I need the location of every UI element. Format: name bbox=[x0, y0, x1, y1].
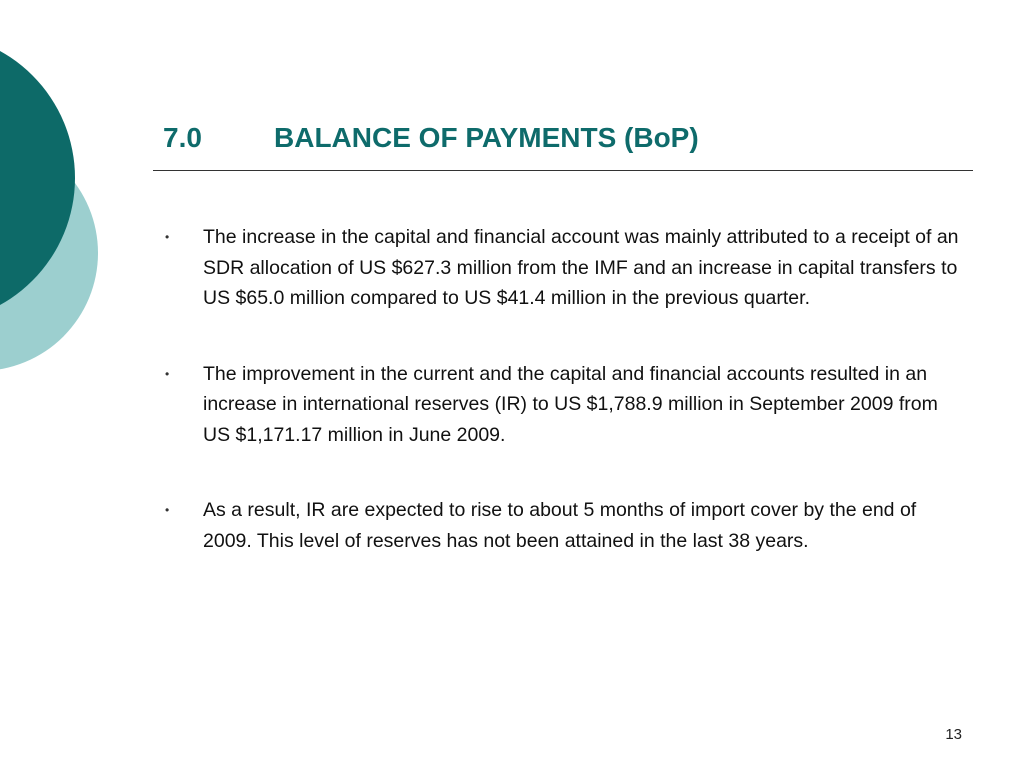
title-text: BALANCE OF PAYMENTS (BoP) bbox=[274, 122, 699, 153]
title-divider bbox=[153, 170, 973, 171]
bullet-marker: • bbox=[165, 366, 170, 381]
bullet-item bbox=[163, 222, 963, 314]
decorative-circles bbox=[0, 0, 110, 420]
bullet-item bbox=[163, 495, 963, 556]
bullet-list bbox=[163, 222, 963, 601]
section-number: 7.0 bbox=[163, 122, 202, 153]
bullet-marker: • bbox=[165, 230, 170, 244]
bullet-text: The increase in the capital and financial account was mainly attributed to a receipt of an SDR allocation of US $627.3 million from the IMF and an increase in capital transfers to US $65.0 million compared to US $41.4 million in the previous quarter. bbox=[203, 226, 959, 309]
bullet-marker: • bbox=[165, 503, 170, 517]
bullet-text: The improvement in the current and the capital and financial accounts resulted in an increase in international reserves (IR) to US $1,788.9 million in September 2009 from US $1,171.17 million in June 2009. bbox=[203, 362, 938, 446]
page-number: 13 bbox=[945, 726, 962, 743]
bullet-text: As a result, IR are expected to rise to about 5 months of import cover by the end of 2009. This level of reserves has not been attained in the last 38 years. bbox=[203, 499, 917, 552]
bullet-item bbox=[163, 359, 963, 451]
slide-title bbox=[163, 116, 963, 160]
